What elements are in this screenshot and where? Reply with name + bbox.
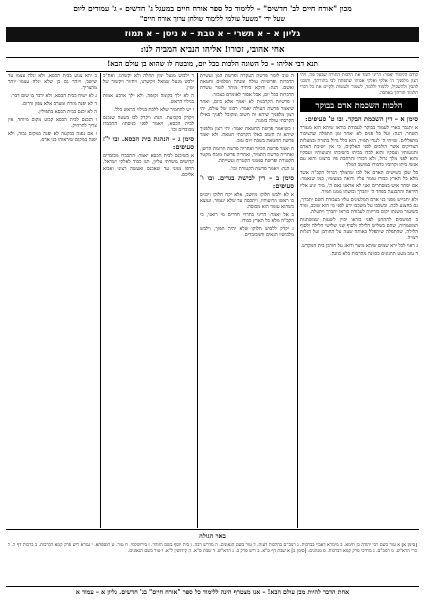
issue-date-bar: גליון א – א תשרי – א טבת – א ניסן – א תמוז: [6, 27, 419, 42]
masthead-line1: מכון "אורח חיים לב' חדשים" – ללימוד כל ספר אורח חיים במעגל ג' חדשים - ג' עמודים ליום: [73, 4, 352, 13]
paragraph: ג לא ישיח בבית הכסא, ולא ידבר בו שום דבר.: [10, 93, 97, 100]
paragraph: ט הגה: ויאמר פרשת הקטורת וכו'.: [229, 166, 294, 173]
intro-prayer: קודם הלימוד יאמר: הריני לומד את הלכות התורה שבעל פה, ויהי רצון מלפניך ה' אלקי ואלקי אבותי שתפתח לבי בתורתך, ותזכני להבין ולהשכיל, ללמוד וללמד, לשמור ולעשות ולקיים את כל דברי תלמוד תורתך באהבה.: [300, 73, 418, 96]
notes-divider: [6, 529, 419, 530]
paragraph: ח יאמר פרשת הכיור ואחריה פרשת תרומת הדשן, ואחריה פרשת התמיד, ואחריה פרשת מזבח מקטר הקטורת ופרשת סממני הקטרת ועשייתה.: [200, 146, 294, 165]
paragraph: ז אם נפנה בבקעה לא יפנה במקום גבוה, ולא יפנה במקום שיראוהו בני אדם.: [8, 130, 97, 143]
paragraph: ב יהא צנוע בבית הכסא, ולא יגלה עצמו עד שישב, ויזהר גם כן שלא יגלה עצמו יותר מהצריך.: [8, 73, 97, 92]
source-notes: [סימן א] א טור בשם רבי יהודה בן תימא. ב מימרא דאביי בברכות. ג רמב"ם בהלכות דעות. ד טור בשם הגאונים. ה מדרש רבה. ו בית יוסף בשם הזוהר. ז בירושלמי. ח טור. ט תוספתא. י גמרא ריש פרק קמא דברכות. כ ברכות דף ל. ל כרי הרא"ש. מ רמב"ם. נ מרדכי פרק קמא דברכות. ס מנהגים. [סימן ב] א שבת דף ס"א. ב ריש פרק ב. ג הרא"ש. ד שבת ס"א. ה קידושין ל"א. ו טור בשם הגאונים.: [8, 543, 417, 554]
paragraph: ה לא ילך בקומה זקופה, ולא ילך ארבע אמות בגילוי הראש.: [103, 93, 194, 106]
paragraph: ו פרשיות הקרבנות לא יאמר אלא ביום, ואחר שיאמר פרשת העולה יאמר: רבונו של עולם, יהי רצון מלפניך שיהא זה חשוב ומקובל לפניך כאילו הקרבתי עולה בזמנה.: [200, 99, 294, 125]
page-footer: אחת הדבר להיות מבן עולם הבא! – אנו מצטרף הינה ללימוד כל ספר "אורח חיים" בג' חדשים. גליון א – עמוד א: [6, 586, 419, 599]
section-heading: סימן א – דין השכמת הבקר. ובו ט' סעיפים:: [305, 115, 418, 124]
notes-title: באר הגולה: [199, 532, 226, 540]
main-title: הלכות השכמת אדם בבוקר: [300, 98, 418, 112]
paragraph: א כשיכנס לבית הכסא יאמר: התכבדו מכובדים קדושים משרתי עליון, תנו כבוד לאלקי ישראל, הרפו ממני עד שאכנס ואעשה רצוני ואבוא אליכם.: [103, 153, 194, 178]
masthead-line2: שעל ידי "משעל עולמי ללימוד שולחן ערוך אורח חיים": [139, 15, 286, 23]
paragraph: ד לא יפנה מזרח ומערב אלא צפון ודרום.: [21, 101, 97, 107]
paragraph: ז כשיאמר פרשת החטאת יאמר: יהי רצון מלפניך שיהא זה חשוב כאלו הקרבתי חטאת. ולא יאמר פרשת החטאת בשבת ויום טוב.: [200, 125, 294, 145]
paragraph: א יתגבר כארי לעמוד בבוקר לעבודת בוראו שיהא הוא מעורר השחר. הגה: ועל כל פנים לא יאחר זמן התפלה שהציבור מתפללים. שויתי ה' לנגדי תמיד, הוא כלל גדול בתורה ובמעלות הצדיקים אשר הולכים לפני האלקים, כי אין ישיבת האדם ותנועותיו ועסקיו והוא לבדו בביתו כישיבתו ותנועותיו ועסקיו והוא לפני מלך גדול, ולא דבורו והרחבת פיו כרצונו והוא עם אנשי ביתו וקרוביו כדבורו במושב המלך.: [300, 125, 418, 169]
paragraph: ג יקדק ללבוש חלוקו שלא יהיה הפוך, וילבש מלבושיו הנאים והמכובדים.: [200, 226, 294, 239]
column-3: [103, 73, 194, 528]
paragraph: ב אל יאמר: הריני בחדרי חדרים מי רואני, כי הקב"ה מלא כל הארץ כבודו.: [200, 212, 294, 225]
paragraph: ה טוב לומר פרשת העקדה ופרשת המן ועשרת הדברות ופרשיות עולה ומנחה ושלמים וחטאת ואשם. הגה: ודוקא ביחיד מותר לומר עשרת הדברות בכל יום, אבל אסור לאומרם בצבור.: [200, 73, 294, 98]
paragraph: ולא יתבייש מפני בני אדם המלעיגים עליו בעבודת השם יתברך, גם בהצנע לכת. ובשכבו על משכבו ידע לפני מי הוא שוכב, ומיד כשיעור משנתו יקום בזריזות לעבודת בוראו יתברך ויתעלה.: [300, 196, 418, 216]
paragraph: ד טוב מעט תחנונים בכוונה מהרבות בלא כוונה.: [330, 251, 418, 258]
section-heading: סימן ג – הנהגת בית הכסא. ובו י"ז סעיפים:: [103, 135, 194, 152]
section-heading: סימן ב – דין לבישת בגדים. ובו ו' סעיפים:: [200, 174, 294, 191]
paragraph: א לא ילבש חלוקו מיושב, אלא יקח חלוקו ויכניס בו ראשו וזרועותיו, ויתכסה עד שלא יעמוד, ונמצא כשהוא עומד הוא מכוסה.: [200, 192, 294, 211]
column-divider: [297, 73, 298, 528]
paragraph: ב המשכים להתחנן לפני בוראו יכוין לשעות שמשתנות המשמרות, שהם בשליש הלילה ולסוף שני שלישי הלילה ולסוף הלילה, שהתפלה שיתפלל באותה שעה על החורבן ועל הגלות רצויה.: [300, 216, 418, 242]
paragraph: ויקדק בקביעת. הגה: ויקדק לבו בשעה שנכנס לבית הכסא, ויאמר לפני כניסתו: התכבדו מכובדים וכו'.: [103, 115, 194, 134]
tanna-quote-banner: תנא דבי אליהו – כל השונה הלכות בכל יום, מובטח לו שהוא בן עולם הבא!: [107, 59, 318, 68]
paragraph: ג ראוי לכל ירא שמים שיהא מיצר ודואג על חורבן בית המקדש.: [300, 243, 418, 250]
column-1: [300, 73, 418, 528]
column-divider: [100, 73, 101, 528]
motto-banner: אחי אהובי, זכורו! אליהו הנביא המביה לנו:: [6, 44, 419, 58]
paragraph: ד ילבוש מנעל ימין תחלה ולא יקשרנו, ואח"כ ילבש מנעל שמאל ויקשרנו, ויחזור ויקשור של ימין.: [103, 73, 194, 92]
column-divider: [197, 73, 198, 528]
header-divider: [6, 71, 419, 72]
paragraph: כל שכן כשישים האדם אל לבו שהמלך הגדול הקב"ה אשר מלא כל הארץ כבודו עומד עליו ורואה במעשיו, כמו שנאמר: אם יסתר איש במסתרים ואני לא אראנו נאם ה', מיד יגיע אליו היראה וההכנעה בפחד ה' יתברך ובושתו ממנו תמיד.: [300, 170, 418, 195]
paragraph: ו יש להחמיר שלא ללכת בגילוי הראש כלל.: [113, 107, 194, 114]
paragraph: ה לא יכנס בבית הכסא בתפילין.: [37, 108, 97, 115]
column-2: [200, 73, 294, 528]
paragraph: ו הנכנס לבית הכסא קבוע מקום מיוחד, אין צריך להרחיק.: [8, 116, 97, 129]
masthead: [8, 3, 417, 25]
column-4: [8, 73, 97, 528]
